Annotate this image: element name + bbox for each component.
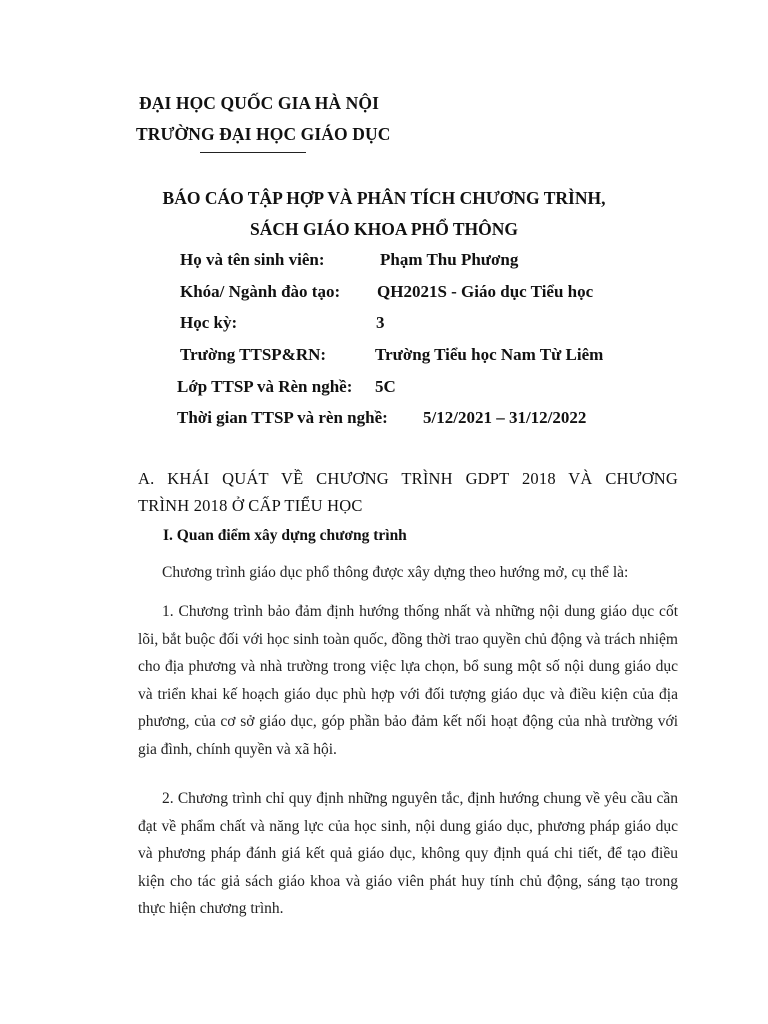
student-name-value: Phạm Thu Phương bbox=[380, 250, 519, 269]
header-divider bbox=[200, 152, 306, 153]
course-value: QH2021S - Giáo dục Tiểu học bbox=[377, 282, 594, 301]
report-title-line-1: BÁO CÁO TẬP HỢP VÀ PHÂN TÍCH CHƯƠNG TRÌNH, bbox=[162, 188, 606, 208]
practice-class-label: Lớp TTSP và Rèn nghề: bbox=[177, 377, 353, 396]
practice-school-value: Trường Tiểu học Nam Từ Liêm bbox=[375, 345, 604, 364]
report-title-line-2: SÁCH GIÁO KHOA PHỔ THÔNG bbox=[249, 219, 519, 239]
university-name: ĐẠI HỌC QUỐC GIA HÀ NỘI bbox=[139, 93, 380, 113]
student-name-label: Họ và tên sinh viên: bbox=[180, 250, 325, 269]
point-2-paragraph: 2. Chương trình chỉ quy định những nguyên tắc, định hướng chung về yêu cầu cần đạt về phẩm chất và năng lực của học sinh, nội dung giáo dục, phương pháp giáo dục và phương pháp đánh giá kết quả giáo dục, không quy định quá chi tiết, để tạo điều kiện cho tác giả sách giáo khoa và giáo viên phát huy tính chủ động, sáng tạo trong thực hiện chương trình. bbox=[138, 790, 678, 917]
intro-paragraph: Chương trình giáo dục phổ thông được xây dựng theo hướng mở, cụ thể là: bbox=[162, 564, 629, 581]
practice-time-value: 5/12/2021 – 31/12/2022 bbox=[423, 408, 587, 427]
semester-value: 3 bbox=[376, 313, 385, 332]
practice-class-value: 5C bbox=[375, 377, 396, 396]
section-i-heading: I. Quan điểm xây dựng chương trình bbox=[163, 527, 407, 544]
section-a-heading: A. KHÁI QUÁT VỀ CHƯƠNG TRÌNH GDPT 2018 VÀ CHƯƠNG bbox=[138, 469, 678, 488]
point-1-paragraph: 1. Chương trình bảo đảm định hướng thống nhất và những nội dung giáo dục cốt lõi, bắt buộc đối với học sinh toàn quốc, đồng thời trao quyền chủ động và trách nhiệm cho địa phương và nhà trường trong việc lựa chọn, bổ sung một số nội dung giáo dục và triển khai kế hoạch giáo dục phù hợp với đối tượng giáo dục và điều kiện của địa phương, của cơ sở giáo dục, góp phần bảo đảm kết nối hoạt động của nhà trường với gia đình, chính quyền và xã hội. bbox=[138, 603, 678, 758]
course-label: Khóa/ Ngành đào tạo: bbox=[180, 282, 341, 301]
practice-time-label: Thời gian TTSP và rèn nghề: bbox=[177, 408, 388, 427]
semester-label: Học kỳ: bbox=[180, 313, 238, 332]
practice-school-label: Trường TTSP&RN: bbox=[180, 345, 327, 364]
school-name: TRƯỜNG ĐẠI HỌC GIÁO DỤC bbox=[136, 124, 391, 144]
section-a-heading-continued: TRÌNH 2018 Ở CẤP TIỂU HỌC bbox=[138, 496, 363, 515]
